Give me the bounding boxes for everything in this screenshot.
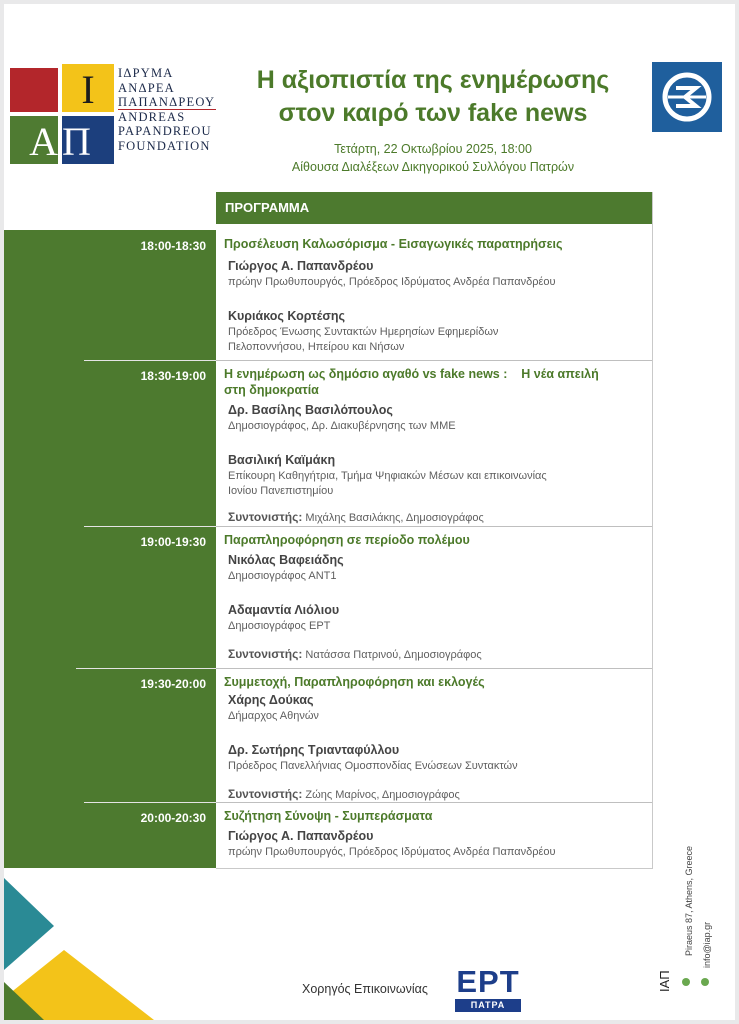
slot-divider xyxy=(216,360,652,361)
coordinator-name: Νατάσσα Πατρινού, Δημοσιογράφος xyxy=(305,649,482,661)
speaker-role: Πελοποννήσου, Ηπείρου και Νήσων xyxy=(228,341,405,353)
speaker xyxy=(228,452,644,499)
slot-content xyxy=(224,532,644,663)
slot-title: Συζήτηση Σύνοψη - Συμπεράσματα xyxy=(224,809,433,823)
speaker-role: Πρόεδρος Πανελλήνιας Ομοσπονδίας Ενώσεων Συντακτών xyxy=(228,760,518,772)
slot-time: 19:00-19:30 xyxy=(140,535,206,549)
program-slot xyxy=(4,360,652,526)
org-short-name: ΙΑΠ xyxy=(657,970,672,992)
speaker-role: Επίκουρη Καθηγήτρια, Τμήμα Ψηφιακών Μέσων και επικοινωνίας xyxy=(228,470,547,482)
ert-city: ΠΑΤΡΑ xyxy=(455,999,521,1012)
sponsor-label: Χορηγός Επικοινωνίας xyxy=(302,982,428,996)
coordinator-name: Μιχάλης Βασιλάκης, Δημοσιογράφος xyxy=(305,512,484,524)
speaker xyxy=(228,602,644,634)
program-heading: ΠΡΟΓΡΑΜΜΑ xyxy=(216,192,652,224)
slot-coordinator xyxy=(228,646,644,663)
speaker-name: Νικόλας Βαφειάδης xyxy=(228,553,344,567)
speaker xyxy=(228,402,644,434)
logo-wordmark: ΙΔΡΥΜΑ ΑΝΔΡΕΑ ΠΑΠΑΝΔΡΕΟΥ ANDREAS PAPANDREOU FOUNDATION xyxy=(118,66,216,153)
foundation-logo xyxy=(10,64,216,168)
slot-title: Η ενημέρωση ως δημόσιο αγαθό vs fake news : Η νέα απειλή στη δημοκρατία xyxy=(224,367,599,397)
speaker xyxy=(228,742,644,774)
speaker xyxy=(228,552,644,584)
slot-content xyxy=(224,236,644,355)
coordinator-label: Συντονιστής: xyxy=(228,787,303,801)
speaker-name: Γιώργος Α. Παπανδρέου xyxy=(228,259,374,273)
speaker-name: Βασιλική Καϊμάκη xyxy=(228,453,336,467)
slot-content xyxy=(224,808,644,860)
slot-title: Προσέλευση Καλωσόρισμα - Εισαγωγικές παρατηρήσεις xyxy=(224,237,563,251)
slot-coordinator xyxy=(228,786,644,803)
speaker xyxy=(228,828,644,860)
slot-title: Συμμετοχή, Παραπληροφόρηση και εκλογές xyxy=(224,675,485,689)
speaker xyxy=(228,692,644,724)
slot-divider xyxy=(216,668,652,669)
slot-content xyxy=(224,674,644,803)
speaker-name: Αδαμαντία Λιόλιου xyxy=(228,603,340,617)
coordinator-label: Συντονιστής: xyxy=(228,647,303,661)
slot-divider xyxy=(84,802,216,803)
event-venue: Αίθουσα Διαλέξεων Δικηγορικού Συλλόγου Πατρών xyxy=(291,160,575,174)
bar-association-emblem-icon xyxy=(652,62,722,132)
program-slot xyxy=(4,526,652,668)
globe-icon xyxy=(701,978,709,986)
logo-glyph-top: Ι xyxy=(81,67,95,112)
slot-divider xyxy=(216,526,652,527)
event-info xyxy=(222,140,644,176)
slot-divider xyxy=(84,526,216,527)
program-bottom-border xyxy=(216,868,653,869)
speaker-name: Δρ. Βασίλης Βασιλόπουλος xyxy=(228,403,393,417)
program-slot xyxy=(4,230,652,360)
speaker-name: Δρ. Σωτήρης Τριανταφύλλου xyxy=(228,743,400,757)
speaker-role: Δήμαρχος Αθηνών xyxy=(228,710,319,722)
slot-divider xyxy=(216,802,652,803)
slot-content xyxy=(224,366,644,526)
speaker xyxy=(228,258,644,290)
slot-divider xyxy=(84,360,216,361)
speaker-role: Δημοσιογράφος ΕΡΤ xyxy=(228,620,331,632)
speaker-role: πρώην Πρωθυπουργός, Πρόεδρος Ιδρύματος Ανδρέα Παπανδρέου xyxy=(228,276,556,288)
logo-red-square xyxy=(10,68,58,112)
coordinator-name: Ζώης Μαρίνος, Δημοσιογράφος xyxy=(305,789,460,801)
speaker-name: Γιώργος Α. Παπανδρέου xyxy=(228,829,374,843)
slot-title: Παραπληροφόρηση σε περίοδο πολέμου xyxy=(224,533,470,547)
speaker xyxy=(228,308,644,355)
speaker-name: Χάρης Δούκας xyxy=(228,693,314,707)
slot-time: 20:00-20:30 xyxy=(140,811,206,825)
speaker-role: Πρόεδρος Ένωσης Συντακτών Ημερησίων Εφημερίδων xyxy=(228,326,499,338)
logo-glyph-bottom: ΑΠ xyxy=(29,119,95,164)
org-email[interactable]: info@iap.gr xyxy=(702,921,712,968)
speaker-role: πρώην Πρωθυπουργός, Πρόεδρος Ιδρύματος Ανδρέα Παπανδρέου xyxy=(228,846,556,858)
coordinator-label: Συντονιστής: xyxy=(228,510,303,524)
ert-logo xyxy=(451,966,525,1012)
speaker-name: Κυριάκος Κορτέσης xyxy=(228,309,346,323)
location-icon xyxy=(682,978,690,986)
slot-time: 18:30-19:00 xyxy=(140,369,206,383)
slot-divider xyxy=(76,668,216,669)
slot-time: 18:00-18:30 xyxy=(140,239,206,253)
slot-coordinator xyxy=(228,509,644,526)
speaker-role: Ιονίου Πανεπιστημίου xyxy=(228,485,334,497)
corner-decoration xyxy=(4,878,154,1020)
program-slot xyxy=(4,668,652,802)
program-slot xyxy=(4,802,652,868)
event-date: Τετάρτη, 22 Οκτωβρίου 2025, 18:00 xyxy=(334,142,532,156)
program-flyer xyxy=(4,4,735,1020)
slot-time: 19:30-20:00 xyxy=(140,677,206,691)
program-right-border xyxy=(652,192,653,868)
org-address: Piraeus 87, Athens, Greece xyxy=(684,845,694,956)
event-title: Η αξιοπιστία της ενημέρωσης στον καιρό των fake news xyxy=(256,66,610,127)
ert-wordmark: ΕΡΤ xyxy=(456,964,520,999)
speaker-role: Δημοσιογράφος, Δρ. Διακυβέρνησης των ΜΜΕ xyxy=(228,420,456,432)
speaker-role: Δημοσιογράφος ΑΝΤ1 xyxy=(228,570,337,582)
